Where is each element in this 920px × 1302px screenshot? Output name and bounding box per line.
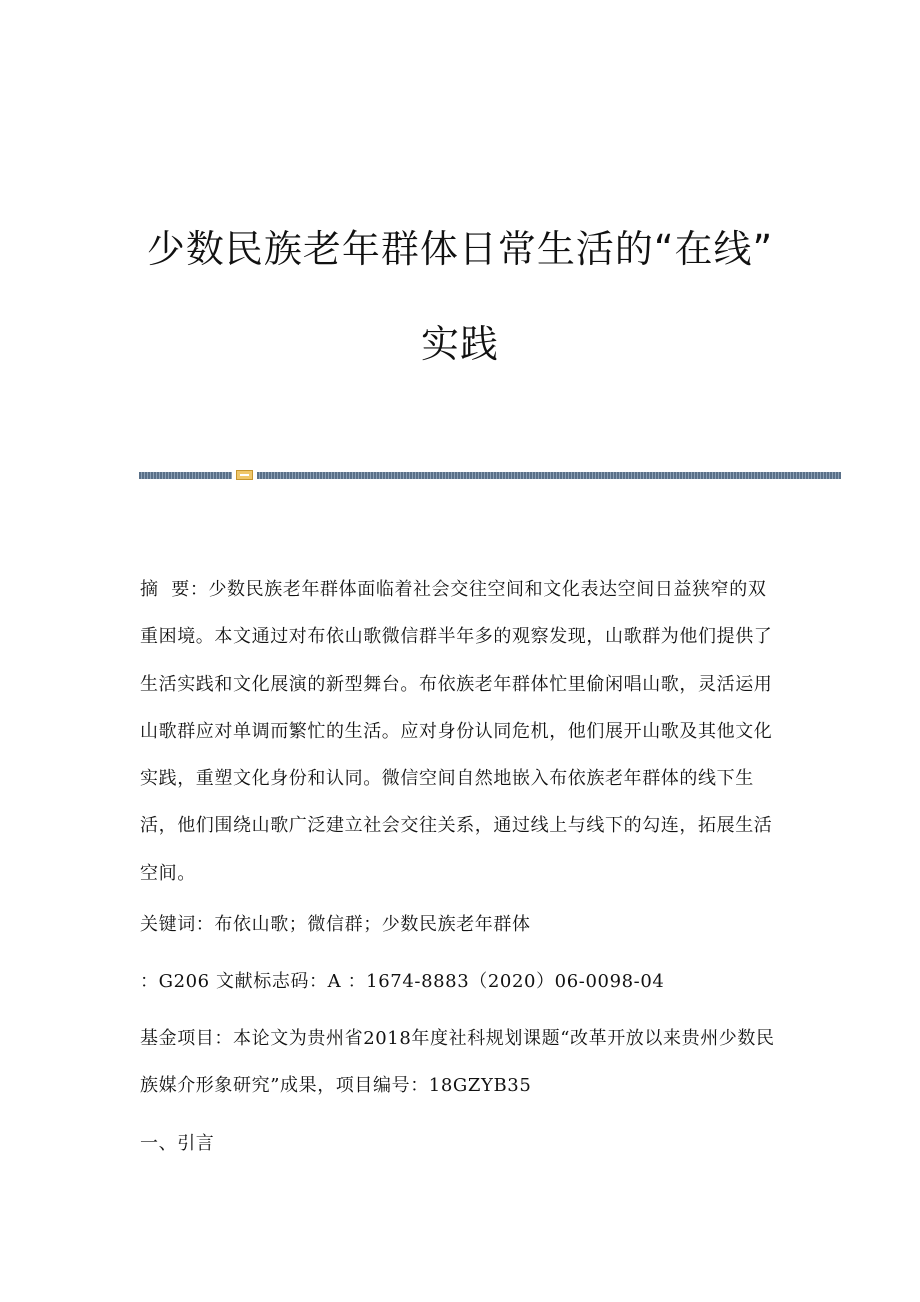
fund-paragraph: 基金项目：本论文为贵州省2018年度社科规划课题“改革开放以来贵州少数民族媒介形象研究”成果，项目编号：18GZYB35 (140, 1028, 775, 1097)
divider-bar-left (139, 472, 232, 479)
divider-bar-right (257, 472, 841, 479)
classification-line: ：G206 文献标志码：A ：1674-8883（2020）06-0098-04 (140, 971, 665, 992)
divider-ornament-icon (236, 470, 253, 480)
document-title-line-2: 实践 (420, 322, 499, 366)
title-divider (139, 470, 841, 480)
section-heading-introduction: 一、引言 (140, 1133, 215, 1154)
keywords-line: 关键词：布依山歌；微信群；少数民族老年群体 (140, 914, 531, 935)
abstract-paragraph: 摘 要：少数民族老年群体面临着社会交往空间和文化表达空间日益狭窄的双重困境。本文通过对布依山歌微信群半年多的观察发现，山歌群为他们提供了生活实践和文化展演的新型舞台。布依族老年群体忙里偷闲唱山歌，灵活运用山歌群应对单调而繁忙的生活。应对身份认同危机，他们展开山歌及其他文化实践，重塑文化身份和认同。微信空间自然地嵌入布依族老年群体的线下生活，他们围绕山歌广泛建立社会交往关系，通过线上与线下的勾连，拓展生活空间。 (140, 579, 773, 884)
document-title-line-1: 少数民族老年群体日常生活的“在线” (146, 227, 774, 271)
